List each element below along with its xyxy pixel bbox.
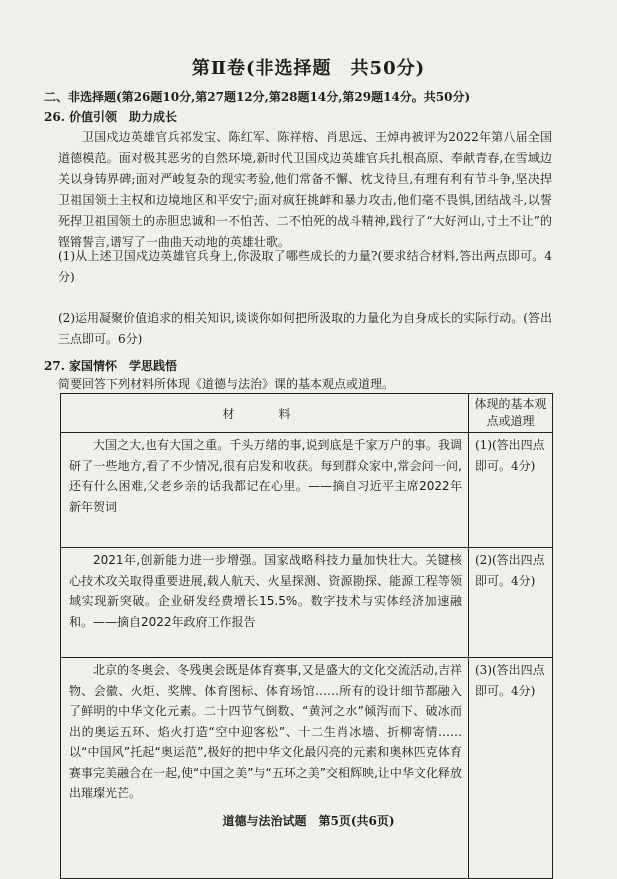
table-header-row xyxy=(61,394,553,433)
question-27-intro: 简要回答下列材料所体现《道德与法治》课的基本观点或道理。 xyxy=(58,377,395,391)
material-cell xyxy=(61,433,469,548)
part-title: 第Ⅱ卷(非选择题 共50分) xyxy=(191,58,426,79)
material-table xyxy=(60,393,553,879)
table-row xyxy=(61,658,553,879)
material-cell xyxy=(61,658,469,879)
material-text: 大国之大,也有大国之重。千头万绪的事,说到底是千家万户的事。我调研了一些地方,看了不少情况,很有启发和收获。每到群众家中,常会问一问,还有什么困难,父老乡亲的话我都记在心里。——摘自习近平主席2022年新年贺词 xyxy=(69,438,462,514)
question-26-material: 卫国戍边英雄官兵祁发宝、陈红军、陈祥榕、肖思远、王焯冉被评为2022年第八届全国道德模范。面对极其恶劣的自然环境,新时代卫国戍边英雄官兵扎根高原、奉献青春,在雪域边关以身铸界碑;面对严峻复杂的现实考验,他们常备不懈、枕戈待旦,有理有利有节斗争,坚决捍卫祖国领土主权和边境地区和平安宁;面对疯狂挑衅和暴力攻击,他们毫不畏惧,团结战斗,以誓死捍卫祖国领土的赤胆忠诚和一不怕苦、二不怕死的战斗精神,践行了“大好河山,寸土不让”的铿锵誓言,谱写了一曲曲天动地的英雄壮歌。 xyxy=(58,130,552,249)
question-27-heading: 27. 家国情怀 学思践悟 xyxy=(44,359,178,373)
header-material: 材 料 xyxy=(61,394,469,433)
question-26-heading: 26. 价值引领 助力成长 xyxy=(44,110,178,124)
answer-cell: (2)(答出四点即可。4分) xyxy=(469,548,553,658)
material-cell xyxy=(61,548,469,658)
table-row xyxy=(61,433,553,548)
question-26-sub1: (1)从上述卫国戍边英雄官兵身上,你汲取了哪些成长的力量?(要求结合材料,答出两点即可。4分) xyxy=(58,249,552,284)
page-footer: 道德与法治试题 第5页(共6页) xyxy=(222,814,395,828)
material-text: 北京的冬奥会、冬残奥会既是体育赛事,又是盛大的文化交流活动,吉祥物、会徽、火炬、奖牌、体育图标、体育场馆……所有的设计细节都融入了鲜明的中华文化元素。二十四节气倒数、“黄河之水”倾泻而下、破冰而出的奥运五环、焰火打造“空中迎客松”、十二生肖冰墙、折柳寄情……以“中国风”托起“奥运范”,极好的把中华文化最闪亮的元素和奥林匹克体育赛事完美融合在一起,使“中国之美”与“五环之美”交相辉映,让中华文化释放出璀璨光芒。 xyxy=(69,663,462,800)
question-26-sub2: (2)运用凝聚价值追求的相关知识,谈谈你如何把所汲取的力量化为自身成长的实际行动。(答出三点即可。6分) xyxy=(58,311,552,346)
material-text: 2021年,创新能力进一步增强。国家战略科技力量加快壮大。关键核心技术攻关取得重要进展,载人航天、火星探测、资源勘探、能源工程等领域实现新突破。企业研发经费增长15.5%。数字技术与实体经济加速融和。——摘自2022年政府工作报告 xyxy=(69,553,462,629)
answer-cell: (1)(答出四点即可。4分) xyxy=(469,433,553,548)
table-row xyxy=(61,548,553,658)
answer-cell: (3)(答出四点即可。4分) xyxy=(469,658,553,879)
section-heading: 二、非选择题(第26题10分,第27题12分,第28题14分,第29题14分。共50分) xyxy=(44,90,471,104)
header-requirement: 体现的基本观点或道理 xyxy=(469,394,553,433)
